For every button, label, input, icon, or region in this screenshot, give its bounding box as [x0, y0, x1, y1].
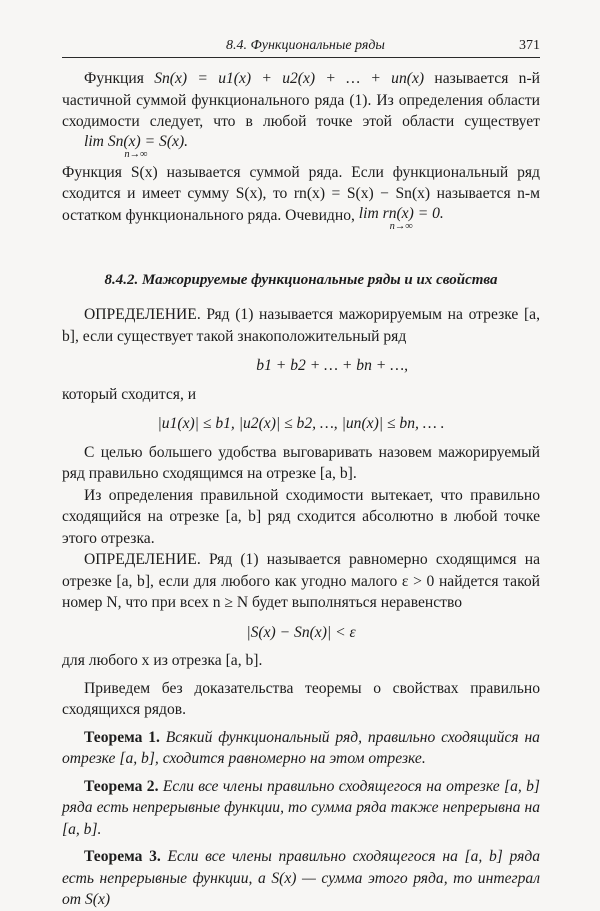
limit-expression	[359, 205, 444, 232]
section-title: 8.4.2. Мажорируемые функциональные ряды и их свойства	[104, 271, 498, 288]
theorem-text: Если все члены правильно сходящегося на [a, b] ряда есть непрерывные функции, а S(x) — сумма этого ряда, то интеграл от S(x)	[62, 848, 540, 908]
page	[62, 38, 540, 911]
definition-1	[62, 304, 540, 347]
limit-sub: n→∞	[389, 220, 413, 232]
limit-expression	[62, 133, 188, 160]
intro-paragraph-2	[62, 162, 540, 232]
uniform-convergence-formula: |S(x) − Sn(x)| < ε	[246, 623, 356, 641]
majorant-inequalities-formula: |u1(x)| ≤ b1, |u2(x)| ≤ b2, …, |un(x)| ≤ bn, … .	[157, 415, 445, 432]
intro-paragraph-1	[62, 68, 540, 160]
definition-lead: ОПРЕДЕЛЕНИЕ.	[84, 306, 201, 323]
theorems-intro: Приведем без доказательства теоремы о свойствах правильно сходящихся рядов.	[62, 679, 540, 718]
theorem-3	[62, 846, 540, 911]
theorem-label: Теорема 2.	[84, 777, 159, 795]
theorem-label: Теорема 3.	[84, 848, 161, 865]
theorem-text: Если все члены правильно сходящегося на отрезке [a, b] ряда есть непрерывные функции, то сумма ряда также непрерывна на [a, b].	[62, 777, 540, 838]
theorem-label: Теорема 1.	[84, 728, 160, 746]
definition-2-tail: для любого x из отрезка [a, b].	[62, 652, 263, 669]
definition-lead: ОПРЕДЕЛЕНИЕ.	[84, 551, 201, 568]
definition-1-mid: который сходится, и	[62, 385, 197, 403]
theorem-1	[62, 727, 540, 770]
page-body	[62, 68, 540, 911]
theorem-text: Всякий функциональный ряд, правильно сходящийся на отрезке [a, b], сходится равномерно на этом отрезке.	[62, 728, 540, 767]
theorem-2	[62, 776, 540, 841]
page-number: 371	[519, 38, 540, 53]
definition-2	[62, 549, 540, 614]
majorant-series-formula: b1 + b2 + … + bn + …,	[256, 357, 408, 374]
limit-main: lim Sn(x) = S(x).	[84, 132, 189, 150]
definition-text: Ряд (1) называется равномерно сходящимся на отрезке [a, b], если для любого как угодно малого ε > 0 найдется такой номер N, что при всех n ≥ N будет выполняться неравенство	[62, 551, 540, 611]
absolute-convergence-paragraph: Из определения правильной сходимости вытекает, что правильно сходящийся на отрезке [a, b] ряд сходится абсолютно в любой точке этого отрезка.	[62, 486, 540, 547]
definition-text: Ряд (1) называется мажорируемым на отрезке [a, b], если существует такой знакоположительный ряд	[62, 306, 540, 345]
limit-sub: n→∞	[124, 148, 148, 160]
running-title: 8.4. Функциональные ряды	[226, 38, 385, 53]
text-run: Функция	[84, 70, 144, 87]
regular-convergence-paragraph: С целью большего удобства выговаривать назовем мажорируемый ряд правильно сходящимся на отрезке [a, b].	[62, 443, 540, 482]
text-run: называется n-й частичной суммой функционального ряда (1). Из определения области сходимости следует, что в любой точке этой области существует	[62, 70, 540, 130]
partial-sum-formula: Sn(x) = u1(x) + u2(x) + … + un(x)	[154, 70, 425, 87]
page-header	[62, 38, 540, 58]
text-run: Функция S(x) называется суммой ряда. Если функциональный ряд сходится и имеет сумму S(x), то rn(x) = S(x) − Sn(x) называется n-м остатком функционального ряда. Очевидно,	[62, 163, 540, 224]
limit-main: lim rn(x) = 0.	[358, 204, 444, 222]
